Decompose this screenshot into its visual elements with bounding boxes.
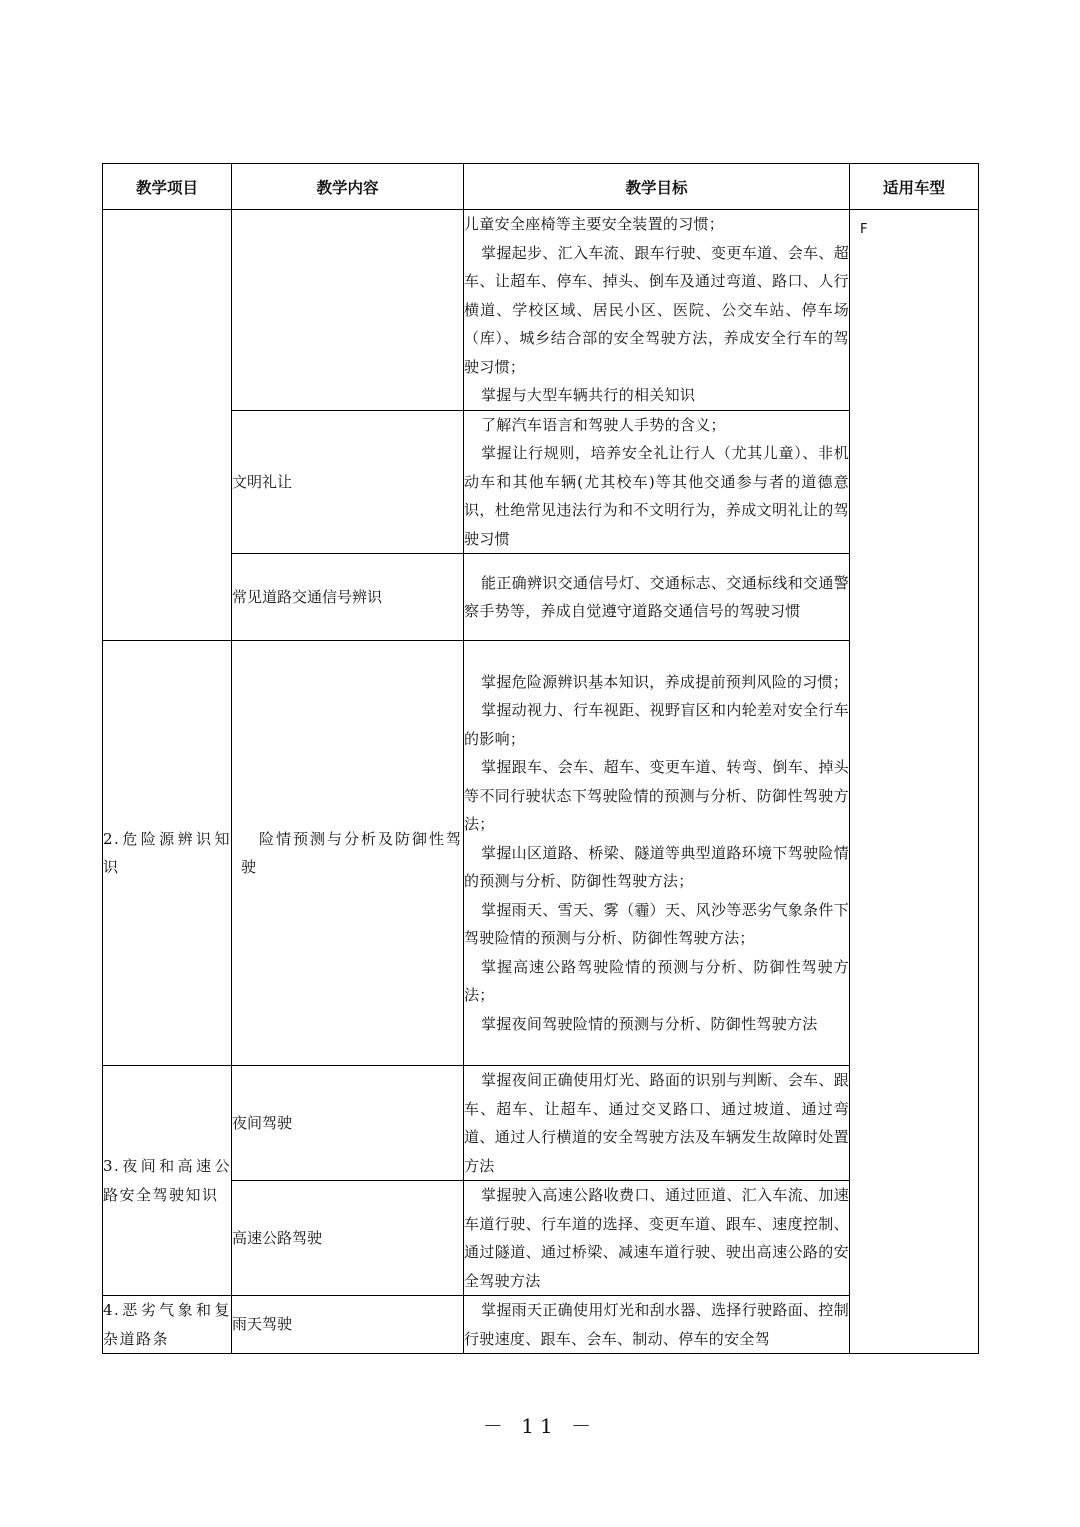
- vehicle-cell: F: [850, 210, 979, 1354]
- goal-line: 掌握夜间驾驶险情的预测与分析、防御性驾驶方法: [481, 1014, 818, 1033]
- goal-cell: [464, 210, 850, 411]
- goal-line: 了解汽车语言和驾驶人手势的含义；: [481, 415, 726, 434]
- goal-cell: [464, 641, 850, 1066]
- goal-cell: [464, 1181, 850, 1296]
- project-cell: [103, 210, 232, 641]
- goal-cell: [464, 1296, 850, 1354]
- content-cell: 常见道路交通信号辨识: [232, 554, 464, 641]
- goal-line: 能正确辨识交通信号灯、交通标志、交通标线和交通警察手势等，养成自觉遵守道路交通信号的驾驶习惯: [464, 573, 849, 620]
- goal-line: 掌握让行规则，培养安全礼让行人（尤其儿童）、非机动车和其他车辆(尤其校车)等其他交通参与者的道德意识，杜绝常见违法行为和不文明行为，养成文明礼让的驾驶习惯: [464, 444, 849, 548]
- table-row: [103, 1066, 979, 1181]
- goal-line: 掌握危险源辨识基本知识，养成提前预判风险的习惯；: [481, 672, 849, 691]
- goal-line: 掌握山区道路、桥梁、隧道等典型道路环境下驾驶险情的预测与分析、防御性驾驶方法；: [464, 843, 849, 891]
- table-row: [103, 641, 979, 1066]
- header-vehicle: 适用车型: [850, 164, 979, 210]
- goal-cell: [464, 1066, 850, 1181]
- goal-line: 掌握高速公路驾驶险情的预测与分析、防御性驾驶方法；: [464, 957, 849, 1005]
- header-project: 教学项目: [103, 164, 232, 210]
- header-content: 教学内容: [232, 164, 464, 210]
- goal-line: 掌握动视力、行车视距、视野盲区和内轮差对安全行车的影响；: [464, 701, 849, 748]
- table-row: [103, 210, 979, 411]
- page-number: － 11 －: [482, 1414, 598, 1438]
- goal-line: 儿童安全座椅等主要安全装置的习惯；: [464, 215, 725, 233]
- goal-line: 掌握跟车、会车、超车、变更车道、转弯、倒车、掉头等不同行驶状态下驾驶险情的预测与分析、防御性驾驶方法；: [464, 758, 849, 834]
- curriculum-table: [102, 163, 979, 1354]
- content-cell: 雨天驾驶: [232, 1296, 464, 1354]
- table-row: [103, 1296, 979, 1354]
- table-header-row: [103, 164, 979, 210]
- project-cell: 4.恶劣气象和复杂道路条: [103, 1296, 232, 1354]
- project-cell: 3.夜间和高速公路安全驾驶知识: [103, 1066, 232, 1296]
- content-cell: [232, 210, 464, 411]
- table-row: [103, 410, 979, 554]
- project-cell: 2.危险源辨识知识: [103, 641, 232, 1066]
- table-row: [103, 554, 979, 641]
- goal-cell: [464, 554, 850, 641]
- header-goal: 教学目标: [464, 164, 850, 210]
- goal-line: 掌握驶入高速公路收费口、通过匝道、汇入车流、加速车道行驶、行车道的选择、变更车道、跟车、速度控制、通过隧道、通过桥梁、减速车道行驶、驶出高速公路的安全驾驶方法: [464, 1186, 849, 1290]
- content-cell: 文明礼让: [232, 410, 464, 554]
- content-cell: 夜间驾驶: [232, 1066, 464, 1181]
- goal-line: 掌握夜间正确使用灯光、路面的识别与判断、会车、跟车、超车、让超车、通过交叉路口、通过坡道、通过弯道、通过人行横道的安全驾驶方法及车辆发生故障时处置方法: [464, 1071, 849, 1175]
- table-row: [103, 1181, 979, 1296]
- goal-line: 掌握起步、汇入车流、跟车行驶、变更车道、会车、超车、让超车、停车、掉头、倒车及通过弯道、路口、人行横道、学校区域、居民小区、医院、公交车站、停车场（库）、城乡结合部的安全驾驶方法，养成安全行车的驾驶习惯；: [464, 243, 849, 376]
- goal-line: 掌握雨天正确使用灯光和刮水器、选择行驶路面、控制行驶速度、跟车、会车、制动、停车的安全驾: [464, 1301, 849, 1348]
- content-cell: 险情预测与分析及防御性驾驶: [232, 641, 464, 1066]
- content-cell: 高速公路驾驶: [232, 1181, 464, 1296]
- goal-cell: [464, 410, 850, 554]
- goal-line: 掌握雨天、雪天、雾（霾）天、风沙等恶劣气象条件下驾驶险情的预测与分析、防御性驾驶方法；: [464, 900, 849, 948]
- goal-line: 掌握与大型车辆共行的相关知识: [481, 386, 696, 404]
